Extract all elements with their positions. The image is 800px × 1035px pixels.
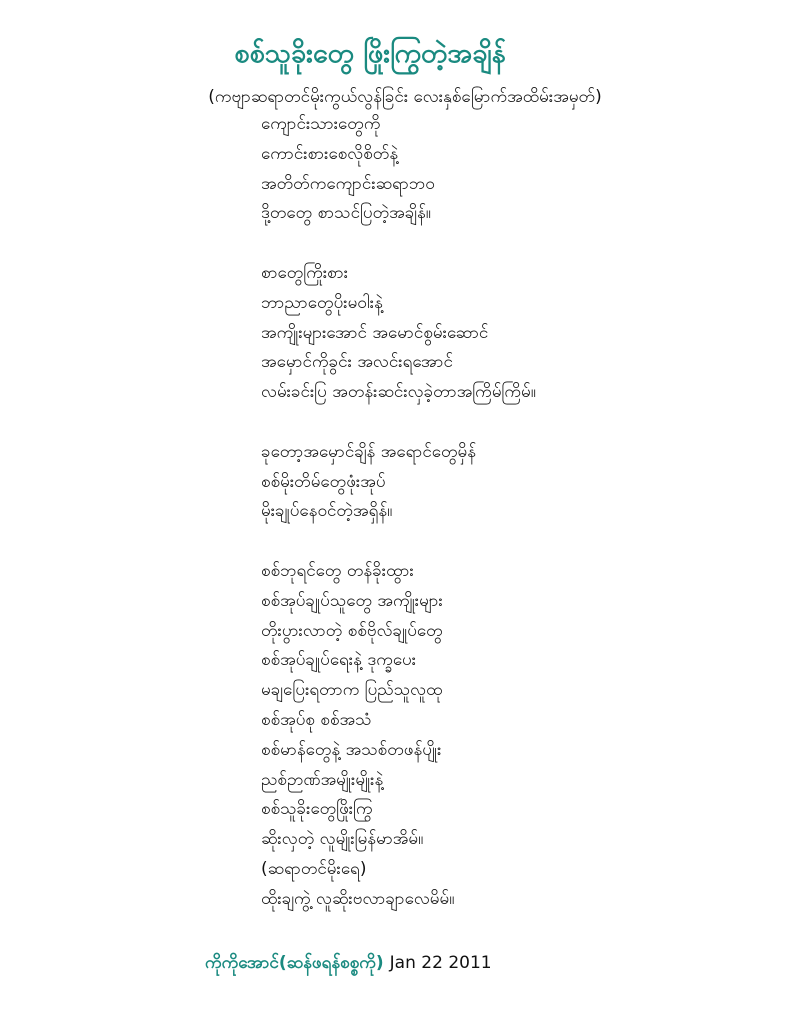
stanza-break [261, 527, 781, 557]
poem-body [261, 110, 781, 915]
poem-line: အမှောင်ကိုခွင်း အလင်းရအောင် [261, 352, 453, 373]
post-date: Jan 22 2011 [389, 953, 492, 973]
poem-line: ဘာညာတွေပိုးမဝါးနဲ့ [261, 292, 383, 313]
poem-line: ကျောင်းသားတွေကို [261, 114, 381, 134]
poem-line: စစ်မိုးတိမ်တွေဖုံးအုပ် [261, 471, 386, 492]
poem-line: မချပြေးရတာက ပြည်သူလူထု [261, 680, 443, 701]
poem-line: စစ်အုပ်ချုပ်သူတွေ အကျိုးများ [261, 590, 443, 611]
poem-line: စစ်အုပ်စု စစ်အသံ [261, 709, 372, 730]
poem-line: စစ်သူခိုးတွေဖြိုးကြွ [261, 799, 373, 820]
poem-line: အတိတ်ကကျောင်းဆရာဘဝ [261, 173, 435, 194]
poem-line: (ဆရာတင်မိုးရေ) [261, 858, 367, 879]
poem-footer [205, 952, 492, 977]
poem-line: စစ်ဘုရင်တွေ တန်ခိုးထွား [261, 560, 414, 581]
poem-line: ထိုးချကွဲ့ လူဆိုးဗလာချာလေမိမ်။ [261, 888, 455, 909]
poem-line: ကောင်းစားစေလိုစိတ်နဲ့ [261, 143, 399, 164]
poem-line: မိုးချုပ်နေဝင်တဲ့အရှိန်။ [261, 501, 393, 522]
poem-title: စစ်သူခိုးတွေ ဖြိုးကြွတဲ့အချိန် [234, 38, 506, 69]
stanza-break [261, 229, 781, 259]
author-name: ကိုကိုအောင်(ဆန်ဖရန်စစ္စကို) [205, 953, 384, 973]
stanza-break [261, 408, 781, 438]
poem-subtitle: (ကဗျာဆရာတင်မိုးကွယ်လွန်ခြင်း လေးနှစ်မြောက်အထိမ်းအမှတ်) [208, 87, 602, 107]
poem-line: ညစ်ဉာဏ်အမျိုးမျိုးနဲ့ [261, 769, 384, 790]
poem-line: တိုးပွားလာတဲ့ စစ်ဗိုလ်ချုပ်တွေ [261, 620, 443, 641]
poem-line: ဆိုးလှတဲ့ လူမျိုးမြန်မာအိမ်။ [261, 829, 424, 850]
poem-line: အကျိုးများအောင် အမောင်စွမ်းဆောင် [261, 322, 489, 343]
poem-line: ဒို့တတွေ စာသင်ပြတဲ့အချိန်။ [261, 203, 431, 224]
poem-line: ခုတော့အမှောင်ချိန် အရောင်တွေမှိန် [261, 441, 477, 462]
poem-line: စာတွေကြိုးစား [261, 262, 349, 283]
poem-line: စစ်အုပ်ချုပ်ရေးနဲ့ ဒုက္ခပေး [261, 650, 417, 671]
poem-line: စစ်မာန်တွေနဲ့ အသစ်တဖန်ပျိုး [261, 739, 442, 760]
poem-line: လမ်းခင်းပြ အတန်းဆင်းလှခဲ့တာအကြိမ်ကြိမ်။ [261, 382, 536, 403]
